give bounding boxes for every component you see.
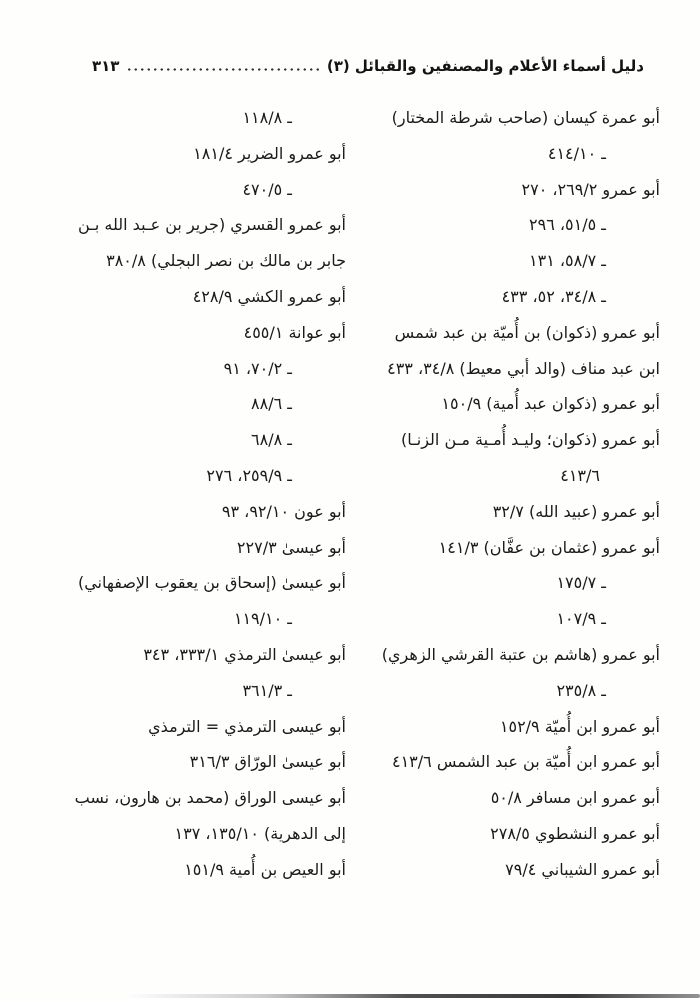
index-line: أبو عمرو الضرير ١٨١/٤ <box>193 143 346 163</box>
index-line: أبو العيص بن أُمية ١٥١/٩ <box>184 859 346 879</box>
index-line: أبو عمرة كيسان (صاحب شرطة المختار) <box>391 108 660 127</box>
index-line: أبو عمرو ابن أُميّة ١٥٢/٩ <box>499 716 660 736</box>
index-line: ـ ٢٣٥/٨ <box>556 680 606 700</box>
index-line: ـ ١٠٧/٩ <box>556 609 606 629</box>
index-line: ٤١٣/٦ <box>560 465 600 485</box>
index-line: ـ ١١٨/٨ <box>242 108 292 127</box>
index-line: أبو عمرو (عثمان بن عفَّان) ١٤١/٣ <box>438 537 660 557</box>
index-line: ـ ٣٦١/٣ <box>242 680 292 700</box>
index-line: أبو عمرو النشطوي ٢٧٨/٥ <box>490 823 660 843</box>
index-line: ـ ٣٤/٨، ٥٢، ٤٣٣ <box>501 286 606 306</box>
index-line: أبو عمرو (ذكوان عبد أُمية) ١٥٠/٩ <box>441 394 660 414</box>
index-line: أبو عيسى الوراق (محمد بن هارون، نسب <box>74 788 346 808</box>
index-line: أبو عيسىٰ الترمذي ٣٣٣/١، ٣٤٣ <box>143 644 346 664</box>
index-line: أبو عيسىٰ ٢٢٧/٣ <box>236 537 346 557</box>
index-line: أبو عمرو ابن مسافر ٥٠/٨ <box>490 788 660 808</box>
scan-edge-shadow <box>0 994 700 998</box>
index-line: أبو عيسىٰ (إسحاق بن يعقوب الإصفهاني) <box>77 573 346 593</box>
index-line: أبو عون ٩٢/١٠، ٩٣ <box>221 501 346 521</box>
index-line: ـ ٥١/٥، ٢٩٦ <box>529 215 606 235</box>
index-line: ـ ٨٨/٦ <box>251 394 292 414</box>
page-number: ٣١٣ <box>92 57 120 75</box>
index-line: ـ ١٧٥/٧ <box>556 573 606 593</box>
index-line: أبو عوانة ٤٥٥/١ <box>243 322 346 342</box>
index-line: ابن عبد مناف (والد أبي معيط) ٣٤/٨، ٤٣٣ <box>387 358 660 378</box>
index-line: أبو عمرو (عبيد الله) ٣٢/٧ <box>492 501 660 521</box>
header-title: دليل أسماء الأعلام والمصنفين والقبائل (٣) <box>326 57 644 75</box>
index-line: ـ ٤٧٠/٥ <box>242 179 292 199</box>
index-column-right <box>356 100 660 888</box>
index-line: أبو عمرو ٢٦٩/٢، ٢٧٠ <box>521 179 660 199</box>
index-line: أبو عمرو ابن أُميّة بن عبد الشمس ٤١٣/٦ <box>391 752 660 772</box>
page-header <box>0 57 700 75</box>
index-line: ـ ٥٨/٧، ١٣١ <box>529 251 606 271</box>
index-line: جابر بن مالك بن نصر البجلي) ٣٨٠/٨ <box>106 251 346 271</box>
index-line: أبو عمرو (هاشم بن عتبة القرشي الزهري) <box>381 644 660 664</box>
index-column-left <box>42 100 346 888</box>
index-line: ـ ٧٠/٢، ٩١ <box>223 358 292 378</box>
index-line: ـ ٢٥٩/٩، ٢٧٦ <box>206 465 292 485</box>
index-line: ـ ١١٩/١٠ <box>233 609 292 629</box>
index-line: ـ ٦٨/٨ <box>251 430 292 450</box>
index-line: أبو عمرو (ذكوان؛ وليـد أُمـية مـن الزنـا) <box>400 430 660 450</box>
index-line: أبو عمرو الكشي ٤٢٨/٩ <box>192 286 346 306</box>
index-line: إلى الدهرية) ١٣٥/١٠، ١٣٧ <box>174 823 346 843</box>
dot-leader <box>126 68 319 71</box>
index-line: ـ ٤١٤/١٠ <box>547 143 606 163</box>
index-line: أبو عيسىٰ الورّاق ٣١٦/٣ <box>189 752 346 772</box>
index-line: أبو عمرو (ذكوان) بن أُميّة بن عبد شمس <box>394 322 660 342</box>
index-line: أبو عمرو القسري (جرير بن عـبد الله بـن <box>77 215 346 235</box>
index-columns <box>0 100 700 888</box>
index-line: أبو عيسى الترمذي = الترمذي <box>148 716 346 736</box>
index-line: أبو عمرو الشيباني ٧٩/٤ <box>505 859 660 879</box>
